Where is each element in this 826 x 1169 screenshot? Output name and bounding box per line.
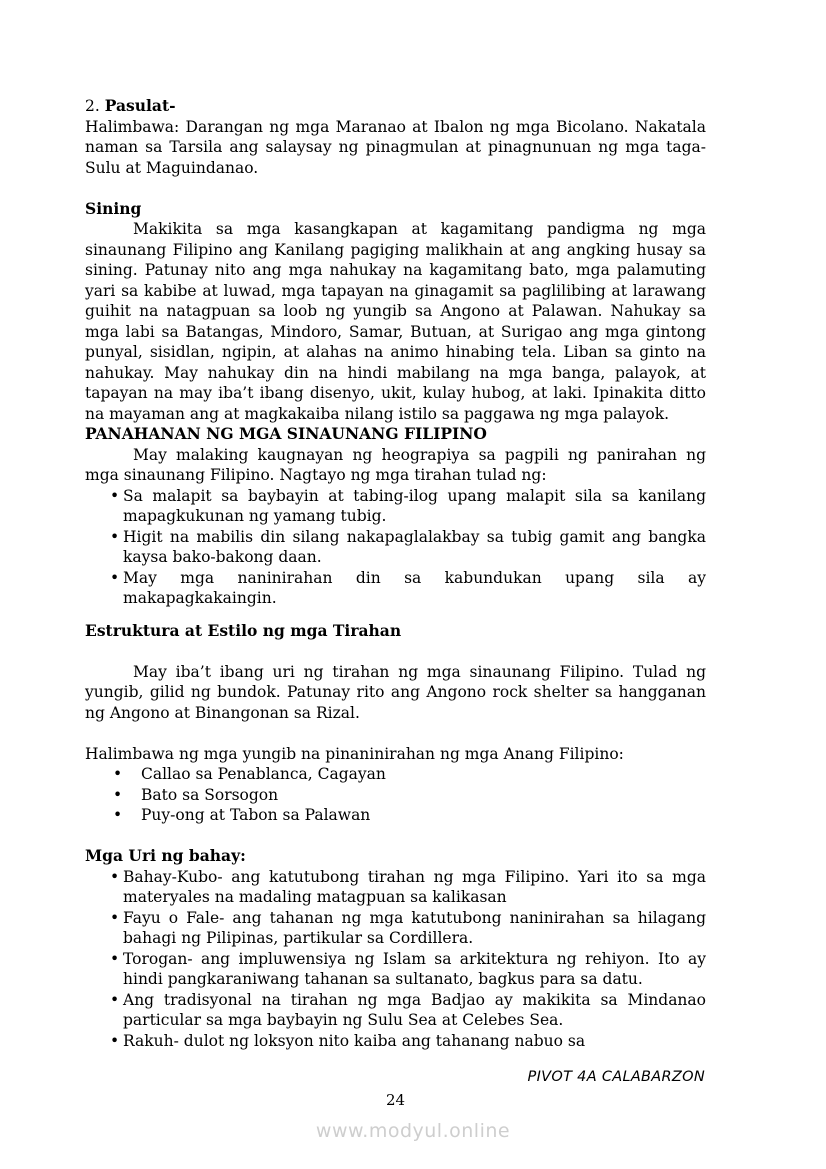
list-item: • Higit na mabilis din silang nakapaglalakbay sa tubig gamit ang bangka kaysa bako-bakong daan. <box>85 527 706 568</box>
list-item: • Fayu o Fale- ang tahanan ng mga katutubong naninirahan sa hilagang bahagi ng Pilipinas, partikular sa Cordillera. <box>85 908 706 949</box>
list-item: • Bahay-Kubo- ang katutubong tirahan ng mga Filipino. Yari ito sa mga materyales na madaling matagpuan sa kalikasan <box>85 867 706 908</box>
pasulat-title: Pasulat- <box>104 96 176 115</box>
list-item: • May mga naninirahan din sa kabundukan upang sila ay makapagkakaingin. <box>85 568 706 609</box>
pasulat-body: Halimbawa: Darangan ng mga Maranao at Ibalon ng mga Bicolano. Nakatala naman sa Tarsila ang salaysay ng pinagmulan at pinagnunuan ng mga taga-Sulu at Maguindanao. <box>85 117 706 177</box>
panahanan-list <box>85 486 706 609</box>
pasulat-title-line <box>85 96 706 117</box>
heading-panahanan: PANAHANAN NG MGA SINAUNANG FILIPINO <box>85 424 487 443</box>
list-item: • Torogan- ang impluwensiya ng Islam sa arkitektura ng rehiyon. Ito ay hindi pangkaraniwang tahanan sa sultanato, bagkus para sa datu. <box>85 949 706 990</box>
list-item: • Ang tradisyonal na tirahan ng mga Badjao ay makikita sa Mindanao particular sa mga baybayin ng Sulu Sea at Celebes Sea. <box>85 990 706 1031</box>
page-number: 24 <box>385 1091 406 1109</box>
watermark: www.modyul.online <box>315 1120 511 1142</box>
housing-list <box>85 867 706 1052</box>
list-item: • Sa malapit sa baybayin at tabing-ilog upang malapit sila sa kanilang mapagkukunan ng yamang tubig. <box>85 486 706 527</box>
list-item: • Bato sa Sorsogon <box>85 785 706 806</box>
heading-estruktura: Estruktura at Estilo ng mga Tirahan <box>85 620 402 640</box>
list-item: • Puy-ong at Tabon sa Palawan <box>85 805 706 826</box>
heading-sining: Sining <box>85 198 142 218</box>
examples-list <box>85 764 706 826</box>
examples-intro: Halimbawa ng mga yungib na pinaninirahan ng mga Anang Filipino: <box>85 744 624 763</box>
footer-brand: PIVOT 4A CALABARZON <box>527 1069 705 1085</box>
page-content <box>85 96 706 1051</box>
estruktura-body: May iba’t ibang uri ng tirahan ng mga sinaunang Filipino. Tulad ng yungib, gilid ng bundok. Patunay rito ang Angono rock shelter sa hangganan ng Angono at Binangonan sa Rizal. <box>85 662 706 722</box>
sining-body: Makikita sa mga kasangkapan at kagamitang pandigma ng mga sinaunang Filipino ang Kanilang pagiging malikhain at ang angking husay sa sining. Patunay nito ang mga nahukay na kagamitang bato, mga palamuting yari sa kabibe at luwad, mga tapayan na ginagamit sa paglilibing at larawang guihit na natagpuan sa loob ng yungib sa Angono at Palawan. Nahukay sa mga labi sa Batangas, Mindoro, Samar, Butuan, at Surigao ang mga gintong punyal, sisidlan, ngipin, at alahas na animo hinabing tela. Liban sa ginto na nahukay. May nahukay din na hindi mabilang na mga banga, palayok, at tapayan na may iba’t ibang disenyo, ukit, kulay hubog, at laki. Ipinakita ditto na mayaman ang at magkakaiba nilang istilo sa paggawa ng mga palayok. <box>85 220 706 423</box>
pasulat-number: 2. <box>85 97 100 115</box>
list-item: • Callao sa Penablanca, Cagayan <box>85 764 706 785</box>
list-item: • Rakuh- dulot ng loksyon nito kaiba ang tahanang nabuo sa <box>85 1031 706 1052</box>
panahanan-intro: May malaking kaugnayan ng heograpiya sa pagpili ng panirahan ng mga sinaunang Filipino. Nagtayo ng mga tirahan tulad ng: <box>85 445 706 484</box>
heading-mga-uri: Mga Uri ng bahay: <box>85 846 246 865</box>
